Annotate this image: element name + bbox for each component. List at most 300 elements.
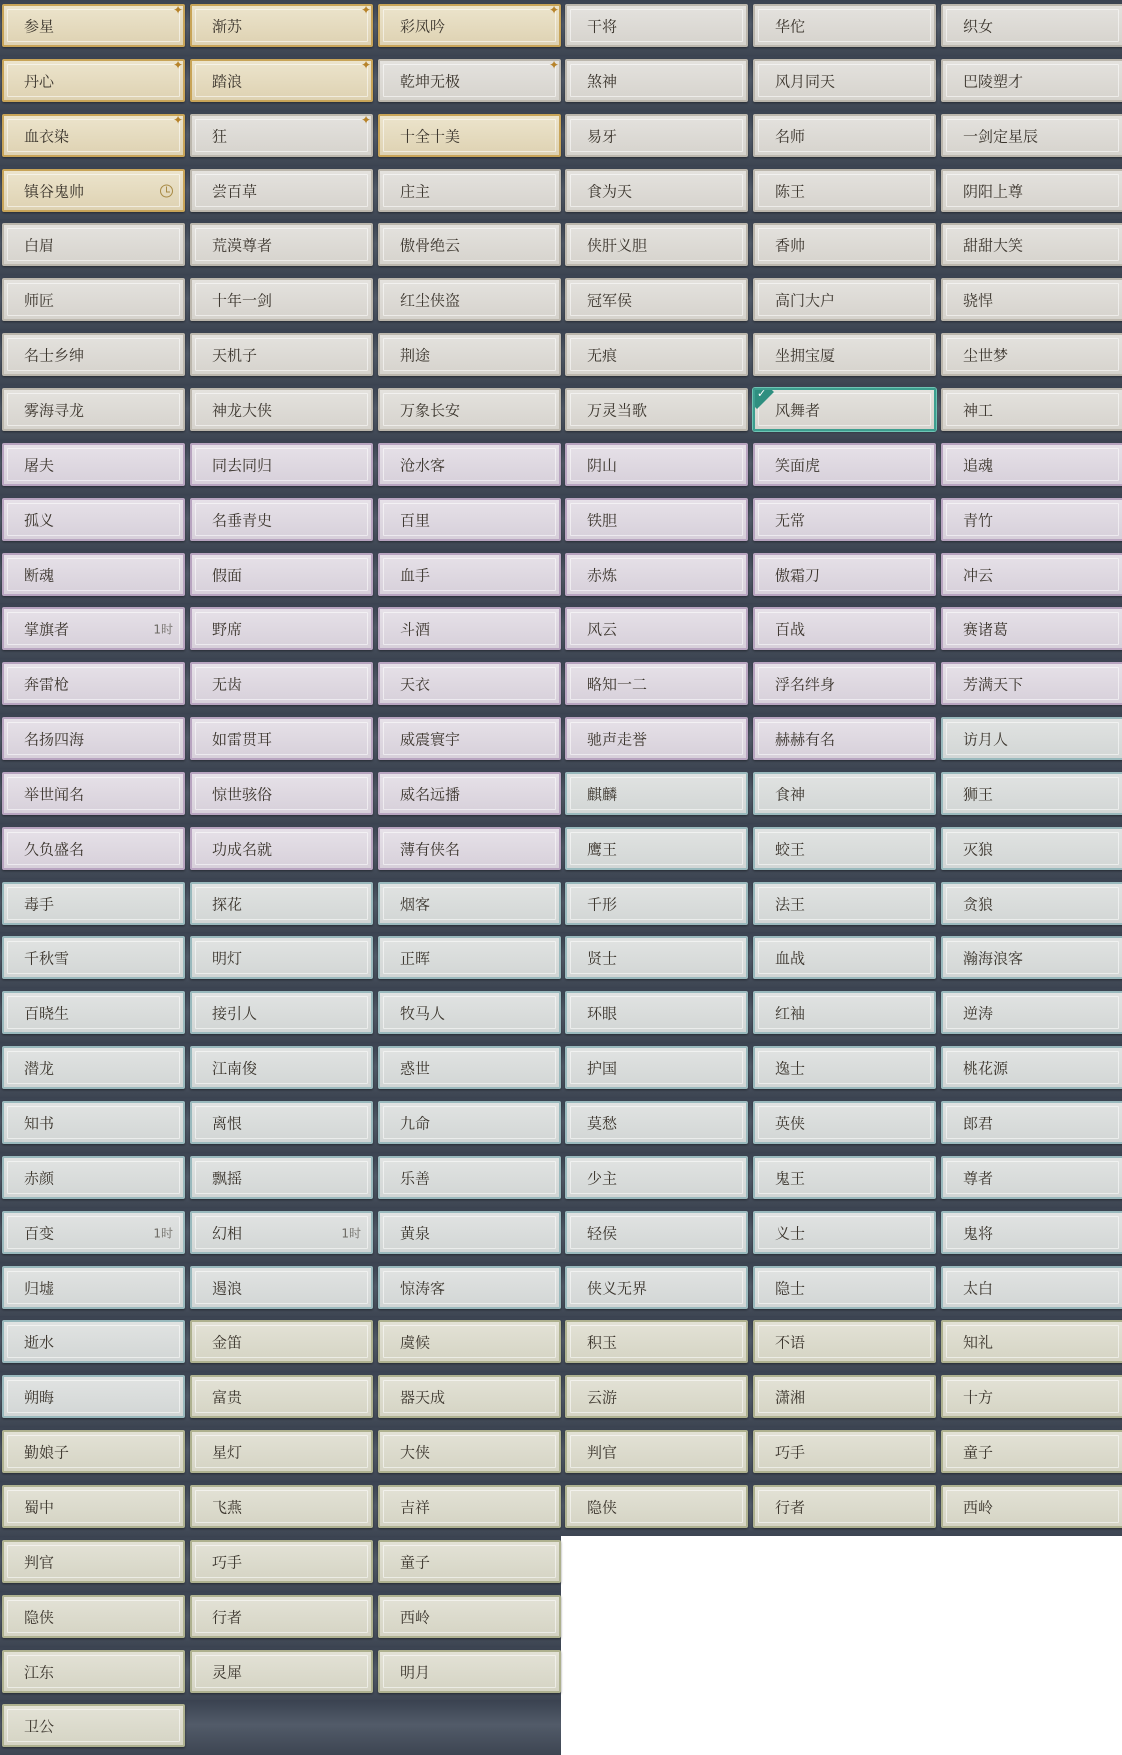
title-tile[interactable]	[753, 1375, 936, 1418]
title-label: 潜龙	[24, 1059, 55, 1077]
title-label: 名垂青史	[212, 511, 273, 529]
title-label: 百晓生	[24, 1004, 70, 1022]
title-label: 尘世梦	[963, 346, 1009, 364]
title-tile[interactable]	[2, 607, 185, 650]
title-tile[interactable]	[753, 936, 936, 979]
title-tile[interactable]	[378, 498, 561, 541]
title-label: 鬼将	[963, 1224, 994, 1242]
title-tile[interactable]	[190, 1211, 373, 1254]
title-tile[interactable]	[565, 4, 748, 47]
title-tile[interactable]	[941, 1046, 1122, 1089]
title-tile[interactable]	[753, 498, 936, 541]
title-label: 蛟王	[775, 840, 806, 858]
title-tile[interactable]	[753, 882, 936, 925]
title-tile[interactable]	[941, 936, 1122, 979]
title-tile[interactable]	[565, 991, 748, 1034]
star-icon: ✦	[172, 59, 183, 72]
title-label: 轻侯	[587, 1224, 618, 1242]
title-tile[interactable]	[378, 1650, 561, 1693]
title-label: 雾海寻龙	[24, 401, 85, 419]
title-tile[interactable]	[941, 114, 1122, 157]
star-icon: ✦	[360, 59, 371, 72]
title-tile[interactable]	[753, 443, 936, 486]
title-tile[interactable]	[190, 882, 373, 925]
title-tile[interactable]	[2, 1156, 185, 1199]
title-label: 追魂	[963, 456, 994, 474]
title-label: 踏浪	[212, 72, 243, 90]
title-tile[interactable]	[190, 662, 373, 705]
title-tile[interactable]	[190, 1540, 373, 1583]
title-tile[interactable]	[565, 607, 748, 650]
title-label: 阴山	[587, 456, 618, 474]
star-icon: ✦	[548, 59, 559, 72]
title-tile[interactable]	[378, 772, 561, 815]
title-label: 血手	[400, 566, 431, 584]
title-tile[interactable]	[941, 1101, 1122, 1144]
title-label: 富贵	[212, 1388, 243, 1406]
title-tile[interactable]	[941, 4, 1122, 47]
title-tile[interactable]	[2, 1320, 185, 1363]
title-label: 无齿	[212, 675, 243, 693]
title-label: 参星	[24, 17, 55, 35]
title-tile[interactable]	[2, 717, 185, 760]
title-tile[interactable]	[2, 1046, 185, 1089]
title-tile[interactable]	[753, 607, 936, 650]
title-tile[interactable]	[565, 388, 748, 431]
title-label: 镇谷鬼帅	[24, 182, 85, 200]
title-tile[interactable]	[378, 169, 561, 212]
title-tile[interactable]	[565, 662, 748, 705]
title-label: 乐善	[400, 1169, 431, 1187]
title-label: 庄主	[400, 182, 431, 200]
title-tile[interactable]	[378, 1266, 561, 1309]
star-icon: ✦	[172, 4, 183, 17]
title-tile[interactable]	[190, 1266, 373, 1309]
title-label: 狂	[212, 127, 228, 145]
title-label: 浮名绊身	[775, 675, 836, 693]
title-label: 青竹	[963, 511, 994, 529]
title-label: 逆涛	[963, 1004, 994, 1022]
title-tile[interactable]	[190, 1101, 373, 1144]
title-label: 名士乡绅	[24, 346, 85, 364]
title-tile[interactable]	[378, 1430, 561, 1473]
title-tile[interactable]	[190, 717, 373, 760]
title-tile[interactable]	[2, 1540, 185, 1583]
title-tile[interactable]	[753, 1211, 936, 1254]
title-tile[interactable]	[378, 1101, 561, 1144]
title-tile[interactable]	[565, 1211, 748, 1254]
title-tile[interactable]	[2, 1101, 185, 1144]
title-tile[interactable]	[190, 388, 373, 431]
title-tile[interactable]	[378, 388, 561, 431]
title-tile[interactable]	[753, 114, 936, 157]
title-label: 威名远播	[400, 785, 461, 803]
title-tile[interactable]	[378, 443, 561, 486]
title-label: 灵犀	[212, 1663, 243, 1681]
title-label: 孤义	[24, 511, 55, 529]
title-label: 冠军侯	[587, 291, 633, 309]
title-tile-selected[interactable]	[753, 388, 936, 431]
title-tile[interactable]	[378, 1485, 561, 1528]
title-tile[interactable]	[190, 59, 373, 102]
title-tile[interactable]	[2, 1704, 185, 1747]
title-tile[interactable]	[2, 498, 185, 541]
title-tile[interactable]	[378, 1156, 561, 1199]
title-tile[interactable]	[2, 772, 185, 815]
title-tile[interactable]	[941, 1211, 1122, 1254]
title-label: 赤炼	[587, 566, 618, 584]
title-tile[interactable]	[941, 1375, 1122, 1418]
title-tile[interactable]	[941, 662, 1122, 705]
title-label: 飞燕	[212, 1498, 243, 1516]
title-label: 食神	[775, 785, 806, 803]
title-tile[interactable]	[190, 936, 373, 979]
title-label: 斗酒	[400, 620, 431, 638]
title-tile[interactable]	[565, 1156, 748, 1199]
title-tile[interactable]	[753, 717, 936, 760]
title-tile[interactable]	[378, 333, 561, 376]
title-label: 血战	[775, 949, 806, 967]
title-tile[interactable]	[2, 388, 185, 431]
title-tile[interactable]	[565, 59, 748, 102]
title-label: 朔晦	[24, 1388, 55, 1406]
title-tile[interactable]	[565, 1320, 748, 1363]
title-tile[interactable]	[378, 1540, 561, 1583]
title-label: 傲骨绝云	[400, 236, 461, 254]
title-label: 金笛	[212, 1333, 243, 1351]
title-tile[interactable]	[753, 991, 936, 1034]
title-label: 无痕	[587, 346, 618, 364]
title-label: 织女	[963, 17, 994, 35]
title-label: 名扬四海	[24, 730, 85, 748]
title-tile[interactable]	[565, 772, 748, 815]
title-tile[interactable]	[565, 717, 748, 760]
title-tile[interactable]	[378, 223, 561, 266]
title-tile[interactable]	[190, 991, 373, 1034]
title-tile[interactable]	[378, 114, 561, 157]
title-label: 积玉	[587, 1333, 618, 1351]
title-label: 天机子	[212, 346, 258, 364]
title-label: 血衣染	[24, 127, 70, 145]
title-label: 驰声走誉	[587, 730, 648, 748]
title-tile[interactable]	[941, 1320, 1122, 1363]
title-tile[interactable]	[941, 388, 1122, 431]
title-label: 明灯	[212, 949, 243, 967]
title-tile[interactable]	[378, 59, 561, 102]
title-label: 隐士	[775, 1279, 806, 1297]
title-tile[interactable]	[753, 1485, 936, 1528]
title-label: 食为天	[587, 182, 633, 200]
title-tile[interactable]	[941, 553, 1122, 596]
title-label: 贪狼	[963, 895, 994, 913]
title-tile[interactable]	[378, 936, 561, 979]
title-label: 云游	[587, 1388, 618, 1406]
title-label: 如雷贯耳	[212, 730, 273, 748]
title-label: 师匠	[24, 291, 55, 309]
title-tile[interactable]	[941, 278, 1122, 321]
title-tile[interactable]	[2, 991, 185, 1034]
title-label: 坐拥宝厦	[775, 346, 836, 364]
title-tile[interactable]	[565, 936, 748, 979]
title-label: 十方	[963, 1388, 994, 1406]
title-tile[interactable]	[941, 991, 1122, 1034]
title-tile[interactable]	[753, 1320, 936, 1363]
title-tile[interactable]	[378, 1375, 561, 1418]
title-label: 百变	[24, 1224, 55, 1242]
title-tile[interactable]	[378, 717, 561, 760]
title-label: 红袖	[775, 1004, 806, 1022]
title-label: 百战	[775, 620, 806, 638]
title-tile[interactable]	[378, 607, 561, 650]
title-label: 芳满天下	[963, 675, 1024, 693]
title-tile[interactable]	[753, 169, 936, 212]
title-tile[interactable]	[565, 1430, 748, 1473]
title-tile[interactable]	[190, 169, 373, 212]
title-label: 煞神	[587, 72, 618, 90]
title-tile[interactable]	[565, 1375, 748, 1418]
title-tile[interactable]	[941, 607, 1122, 650]
title-tile[interactable]	[941, 772, 1122, 815]
title-label: 十年一剑	[212, 291, 273, 309]
title-label: 惑世	[400, 1059, 431, 1077]
title-tile[interactable]	[2, 114, 185, 157]
title-tile[interactable]	[565, 278, 748, 321]
title-label: 童子	[963, 1443, 994, 1461]
title-tile[interactable]	[190, 1430, 373, 1473]
title-tile[interactable]	[2, 1375, 185, 1418]
title-tile[interactable]	[378, 991, 561, 1034]
title-label: 少主	[587, 1169, 618, 1187]
title-tile[interactable]	[753, 1046, 936, 1089]
title-label: 义士	[775, 1224, 806, 1242]
title-tile[interactable]	[941, 1156, 1122, 1199]
title-tile[interactable]	[378, 882, 561, 925]
title-tile[interactable]	[190, 827, 373, 870]
title-label: 千秋雪	[24, 949, 70, 967]
title-tile[interactable]	[753, 4, 936, 47]
title-tile[interactable]	[753, 1266, 936, 1309]
title-tile[interactable]	[190, 1046, 373, 1089]
title-tile[interactable]	[190, 223, 373, 266]
title-label: 断魂	[24, 566, 55, 584]
title-label: 陈王	[775, 182, 806, 200]
title-label: 行者	[212, 1608, 243, 1626]
title-tile[interactable]	[2, 223, 185, 266]
star-icon: ✦	[548, 4, 559, 17]
title-label: 黄泉	[400, 1224, 431, 1242]
title-tile[interactable]	[565, 498, 748, 541]
title-tile[interactable]	[941, 827, 1122, 870]
title-label: 举世闻名	[24, 785, 85, 803]
title-tile[interactable]	[753, 772, 936, 815]
title-tile[interactable]	[941, 59, 1122, 102]
title-tile[interactable]	[378, 1046, 561, 1089]
title-tile[interactable]	[2, 443, 185, 486]
title-label: 判官	[24, 1553, 55, 1571]
title-tile[interactable]	[565, 169, 748, 212]
title-tile[interactable]	[941, 1485, 1122, 1528]
title-tile[interactable]	[753, 1430, 936, 1473]
title-tile[interactable]	[753, 553, 936, 596]
title-label: 巧手	[212, 1553, 243, 1571]
title-tile[interactable]	[190, 4, 373, 47]
title-label: 英侠	[775, 1114, 806, 1132]
title-label: 奔雷枪	[24, 675, 70, 693]
title-tile[interactable]	[2, 169, 185, 212]
title-label: 尝百草	[212, 182, 258, 200]
title-label: 名师	[775, 127, 806, 145]
title-label: 赛诸葛	[963, 620, 1009, 638]
title-tile[interactable]	[2, 882, 185, 925]
title-label: 环眼	[587, 1004, 618, 1022]
title-label: 吉祥	[400, 1498, 431, 1516]
title-label: 风云	[587, 620, 618, 638]
title-tile[interactable]	[190, 772, 373, 815]
title-label: 白眉	[24, 236, 55, 254]
title-tile[interactable]	[2, 553, 185, 596]
title-label: 判官	[587, 1443, 618, 1461]
title-tile[interactable]	[378, 4, 561, 47]
title-label: 惊涛客	[400, 1279, 446, 1297]
title-label: 风月同天	[775, 72, 836, 90]
title-tile[interactable]	[2, 59, 185, 102]
title-tile[interactable]	[753, 662, 936, 705]
title-tile[interactable]	[2, 1650, 185, 1693]
title-tile[interactable]	[378, 1595, 561, 1638]
title-label: 幻相	[212, 1224, 243, 1242]
title-tile[interactable]	[753, 1156, 936, 1199]
title-tile[interactable]	[565, 827, 748, 870]
title-tile[interactable]	[2, 1430, 185, 1473]
title-label: 薄有侠名	[400, 840, 461, 858]
title-label: 赤颜	[24, 1169, 55, 1187]
title-tile[interactable]	[565, 1101, 748, 1144]
title-tile[interactable]	[2, 333, 185, 376]
title-tile[interactable]	[565, 333, 748, 376]
title-tile[interactable]	[2, 1595, 185, 1638]
title-tile[interactable]	[565, 223, 748, 266]
title-label: 沧水客	[400, 456, 446, 474]
title-tile[interactable]	[941, 169, 1122, 212]
title-tile[interactable]	[378, 662, 561, 705]
title-tile[interactable]	[753, 333, 936, 376]
star-icon: ✦	[172, 114, 183, 127]
title-label: 骁悍	[963, 291, 994, 309]
time-remaining-label: 1时	[341, 1226, 361, 1240]
title-label: 勤娘子	[24, 1443, 70, 1461]
title-label: 知礼	[963, 1333, 994, 1351]
title-label: 尊者	[963, 1169, 994, 1187]
title-tile[interactable]	[2, 827, 185, 870]
title-label: 瀚海浪客	[963, 949, 1024, 967]
title-tile[interactable]	[941, 717, 1122, 760]
title-tile[interactable]	[378, 278, 561, 321]
time-remaining-label: 1时	[153, 622, 173, 636]
title-tile[interactable]	[941, 1266, 1122, 1309]
title-tile[interactable]	[565, 114, 748, 157]
title-tile[interactable]	[190, 1485, 373, 1528]
title-tile[interactable]	[941, 333, 1122, 376]
title-label: 隐侠	[24, 1608, 55, 1626]
title-label: 干将	[587, 17, 618, 35]
title-tile[interactable]	[190, 1156, 373, 1199]
title-tile[interactable]	[565, 882, 748, 925]
title-label: 阴阳上尊	[963, 182, 1024, 200]
star-icon: ✦	[360, 114, 371, 127]
title-label: 荒漠尊者	[212, 236, 273, 254]
title-tile[interactable]	[565, 553, 748, 596]
title-tile[interactable]	[2, 1266, 185, 1309]
title-tile[interactable]	[378, 1320, 561, 1363]
title-tile[interactable]	[941, 443, 1122, 486]
title-tile[interactable]	[378, 1211, 561, 1254]
title-tile[interactable]	[190, 1650, 373, 1693]
title-tile[interactable]	[565, 443, 748, 486]
title-label: 香帅	[775, 236, 806, 254]
title-tile[interactable]	[2, 278, 185, 321]
title-tile[interactable]	[2, 936, 185, 979]
title-tile[interactable]	[753, 223, 936, 266]
title-tile[interactable]	[190, 114, 373, 157]
title-tile[interactable]	[753, 827, 936, 870]
title-label: 西岭	[400, 1608, 431, 1626]
title-tile[interactable]	[190, 607, 373, 650]
title-tile[interactable]	[565, 1266, 748, 1309]
title-label: 牧马人	[400, 1004, 446, 1022]
title-label: 接引人	[212, 1004, 258, 1022]
title-label: 狮王	[963, 785, 994, 803]
title-label: 行者	[775, 1498, 806, 1516]
title-tile[interactable]	[2, 662, 185, 705]
title-tile[interactable]	[378, 827, 561, 870]
title-tile[interactable]	[941, 882, 1122, 925]
title-tile[interactable]	[190, 278, 373, 321]
title-tile[interactable]	[941, 1430, 1122, 1473]
title-tile[interactable]	[190, 498, 373, 541]
title-tile[interactable]	[565, 1046, 748, 1089]
title-label: 十全十美	[400, 127, 461, 145]
title-tile[interactable]	[378, 553, 561, 596]
title-label: 神工	[963, 401, 994, 419]
title-tile[interactable]	[753, 1101, 936, 1144]
title-label: 逝水	[24, 1333, 55, 1351]
title-tile[interactable]	[2, 1485, 185, 1528]
title-tile[interactable]	[190, 333, 373, 376]
title-tile[interactable]	[2, 1211, 185, 1254]
title-label: 西岭	[963, 1498, 994, 1516]
title-label: 铁胆	[587, 511, 618, 529]
title-tile[interactable]	[190, 1320, 373, 1363]
title-tile[interactable]	[753, 278, 936, 321]
title-label: 贤士	[587, 949, 618, 967]
title-label: 郎君	[963, 1114, 994, 1132]
title-tile[interactable]	[565, 1485, 748, 1528]
title-tile[interactable]	[190, 1595, 373, 1638]
title-label: 大侠	[400, 1443, 431, 1461]
title-tile[interactable]	[190, 1375, 373, 1418]
title-label: 红尘侠盗	[400, 291, 461, 309]
title-tile[interactable]	[190, 443, 373, 486]
title-tile[interactable]	[753, 59, 936, 102]
title-label: 冲云	[963, 566, 994, 584]
title-label: 易牙	[587, 127, 618, 145]
title-tile[interactable]	[941, 498, 1122, 541]
title-tile[interactable]	[941, 223, 1122, 266]
title-label: 傲霜刀	[775, 566, 821, 584]
title-tile[interactable]	[190, 553, 373, 596]
title-tile[interactable]	[2, 4, 185, 47]
title-label: 风舞者	[775, 401, 821, 419]
